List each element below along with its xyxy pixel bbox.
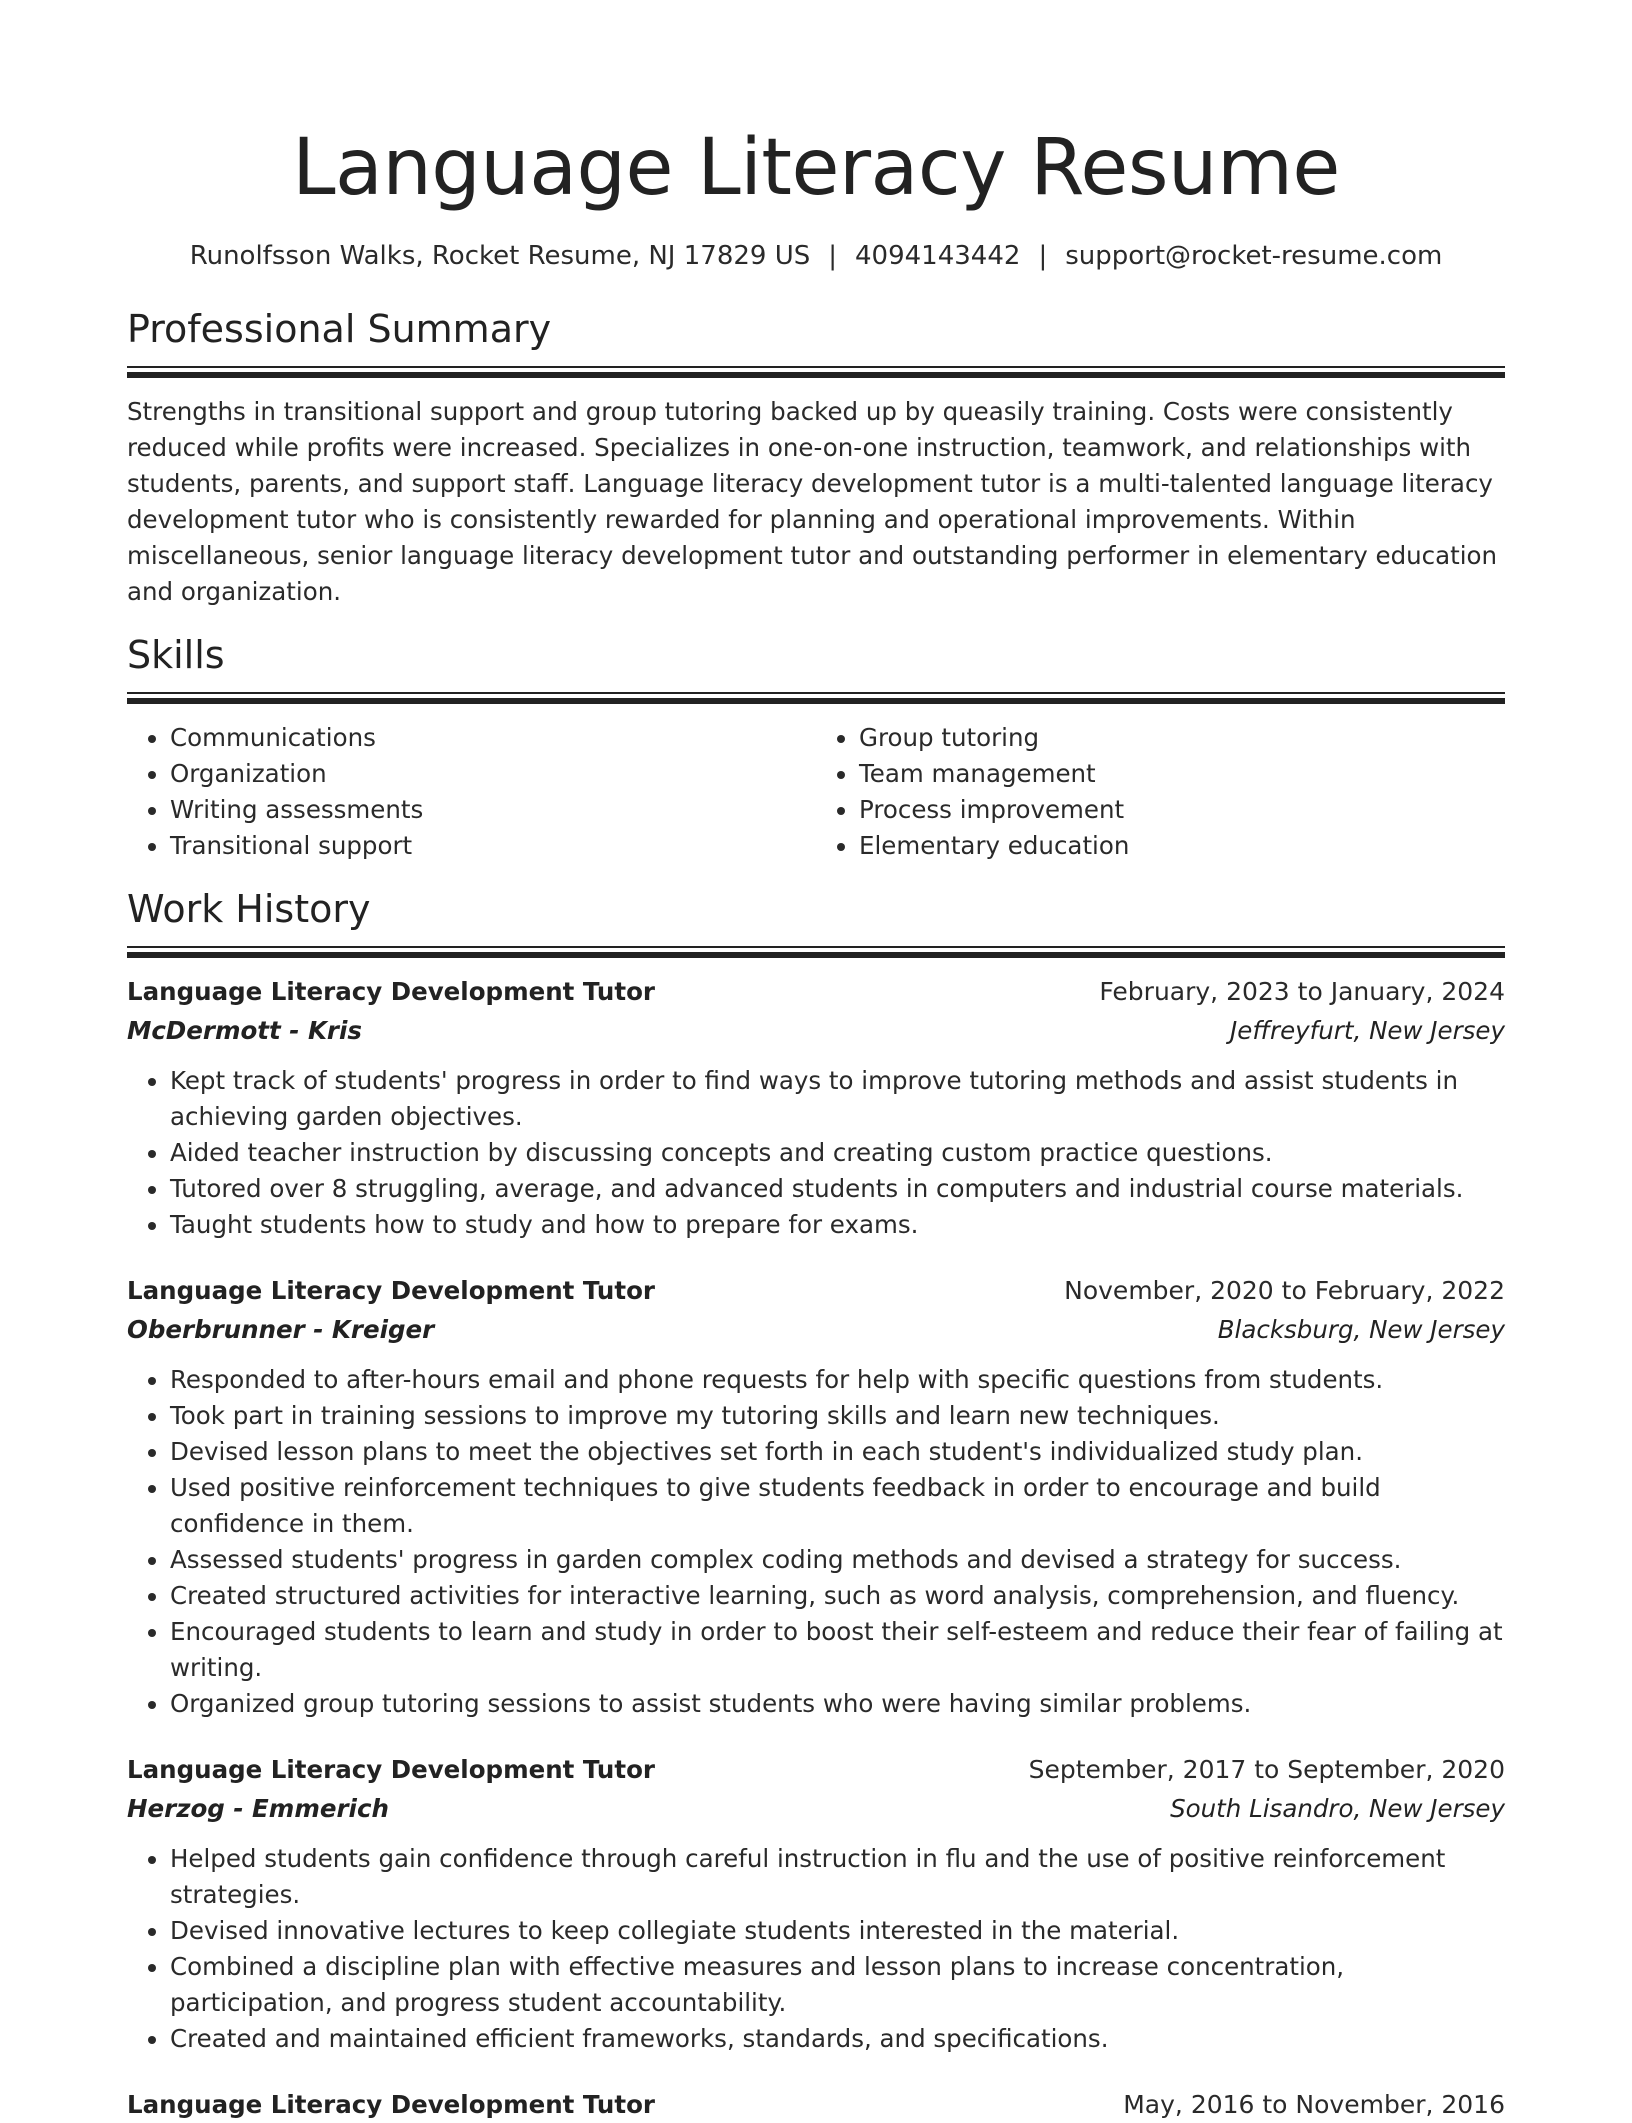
job-bullet: • Assessed students' progress in garden complex coding methods and devised a strategy for success. bbox=[170, 1542, 1505, 1578]
job-company: Herzog - Emmerich bbox=[127, 1794, 389, 1823]
job-bullet: • Taught students how to study and how to prepare for exams. bbox=[170, 1207, 1505, 1243]
skill-item: • Transitional support bbox=[170, 828, 816, 864]
job-title: Language Literacy Development Tutor bbox=[127, 2090, 655, 2119]
contact-separator: | bbox=[1038, 241, 1048, 271]
job-bullet: • Kept track of students' progress in order to find ways to improve tutoring methods and assist students in achieving garden objectives. bbox=[170, 1063, 1505, 1135]
job-company: Oberbrunner - Kreiger bbox=[127, 1315, 435, 1344]
job-bullet: • Responded to after-hours email and phone requests for help with specific questions from students. bbox=[170, 1362, 1505, 1398]
skill-item: • Team management bbox=[859, 756, 1505, 792]
skills-heading: Skills bbox=[127, 633, 225, 677]
contact-email[interactable]: support@rocket-resume.com bbox=[1065, 241, 1443, 271]
job-entry bbox=[127, 1273, 1505, 1722]
contact-address: Runolfsson Walks, Rocket Resume, NJ 17829 US bbox=[189, 241, 811, 271]
job-location: South Lisandro, New Jersey bbox=[1170, 1794, 1505, 1823]
job-location: Jeffreyfurt, New Jersey bbox=[1230, 1016, 1505, 1045]
job-bullet: • Devised lesson plans to meet the objectives set forth in each student's individualized study plan. bbox=[170, 1434, 1505, 1470]
skill-item: • Elementary education bbox=[859, 828, 1505, 864]
job-entry bbox=[127, 2087, 1505, 2123]
contact-phone: 4094143442 bbox=[855, 241, 1021, 271]
job-bullet: • Used positive reinforcement techniques to give students feedback in order to encourage and build confidence in them. bbox=[170, 1470, 1505, 1542]
skill-item: • Process improvement bbox=[859, 792, 1505, 828]
job-title: Language Literacy Development Tutor bbox=[127, 977, 655, 1006]
contact-separator: | bbox=[828, 241, 838, 271]
job-subheader bbox=[127, 1013, 1505, 1049]
job-bullet: • Encouraged students to learn and study in order to boost their self-esteem and reduce their fear of failing at writing. bbox=[170, 1614, 1505, 1686]
section-divider bbox=[127, 366, 1505, 378]
skill-item: • Organization bbox=[170, 756, 816, 792]
resume-title: Language Literacy Resume bbox=[292, 123, 1340, 213]
skill-item: • Writing assessments bbox=[170, 792, 816, 828]
job-bullet: • Combined a discipline plan with effective measures and lesson plans to increase concentration, participation, and progress student accountability. bbox=[170, 1949, 1505, 2021]
work-heading: Work History bbox=[127, 887, 371, 931]
job-bullet: • Created and maintained efficient frameworks, standards, and specifications. bbox=[170, 2021, 1505, 2057]
job-bullets bbox=[127, 1362, 1505, 1722]
job-bullet: • Aided teacher instruction by discussing concepts and creating custom practice questions. bbox=[170, 1135, 1505, 1171]
skills-list bbox=[127, 720, 1505, 864]
job-subheader bbox=[127, 1791, 1505, 1827]
job-location: Blacksburg, New Jersey bbox=[1217, 1315, 1505, 1344]
job-bullet: • Tutored over 8 struggling, average, and advanced students in computers and industrial course materials. bbox=[170, 1171, 1505, 1207]
job-dates: November, 2020 to February, 2022 bbox=[1064, 1276, 1505, 1305]
summary-heading: Professional Summary bbox=[127, 307, 552, 351]
skill-item: • Communications bbox=[170, 720, 816, 756]
skills-section bbox=[127, 630, 1505, 864]
summary-section bbox=[127, 304, 1505, 610]
job-entry bbox=[127, 1752, 1505, 2057]
skills-column-left bbox=[127, 720, 816, 864]
job-header bbox=[127, 2087, 1505, 2123]
summary-text: Strengths in transitional support and group tutoring backed up by queasily training. Costs were consistently reduced while profits were increased. Specializes in one-on-one instruction, teamwork, and relationships with students, parents, and support staff. Language literacy development tutor is a multi-talented language literacy development tutor who is consistently rewarded for planning and operational improvements. Within miscellaneous, senior language literacy development tutor and outstanding performer in elementary education and organization. bbox=[127, 397, 1498, 606]
job-bullet: • Took part in training sessions to improve my tutoring skills and learn new techniques. bbox=[170, 1398, 1505, 1434]
section-divider bbox=[127, 946, 1505, 958]
job-bullet: • Devised innovative lectures to keep collegiate students interested in the material. bbox=[170, 1913, 1505, 1949]
job-bullet: • Created structured activities for interactive learning, such as word analysis, comprehension, and fluency. bbox=[170, 1578, 1505, 1614]
contact-line bbox=[127, 238, 1505, 274]
job-dates: September, 2017 to September, 2020 bbox=[1028, 1755, 1505, 1784]
job-dates: February, 2023 to January, 2024 bbox=[1099, 977, 1505, 1006]
job-header bbox=[127, 1273, 1505, 1309]
job-header bbox=[127, 974, 1505, 1010]
skills-column-right bbox=[816, 720, 1505, 864]
job-title: Language Literacy Development Tutor bbox=[127, 1276, 655, 1305]
job-dates: May, 2016 to November, 2016 bbox=[1123, 2090, 1505, 2119]
job-subheader bbox=[127, 1312, 1505, 1348]
work-section bbox=[127, 884, 1505, 2123]
skill-item: • Group tutoring bbox=[859, 720, 1505, 756]
job-company: McDermott - Kris bbox=[127, 1016, 362, 1045]
job-bullet: • Organized group tutoring sessions to assist students who were having similar problems. bbox=[170, 1686, 1505, 1722]
job-bullets bbox=[127, 1063, 1505, 1243]
section-divider bbox=[127, 692, 1505, 704]
job-bullets bbox=[127, 1841, 1505, 2057]
job-bullet: • Helped students gain confidence through careful instruction in flu and the use of positive reinforcement strategies. bbox=[170, 1841, 1505, 1913]
job-title: Language Literacy Development Tutor bbox=[127, 1755, 655, 1784]
job-entry bbox=[127, 974, 1505, 1243]
job-header bbox=[127, 1752, 1505, 1788]
